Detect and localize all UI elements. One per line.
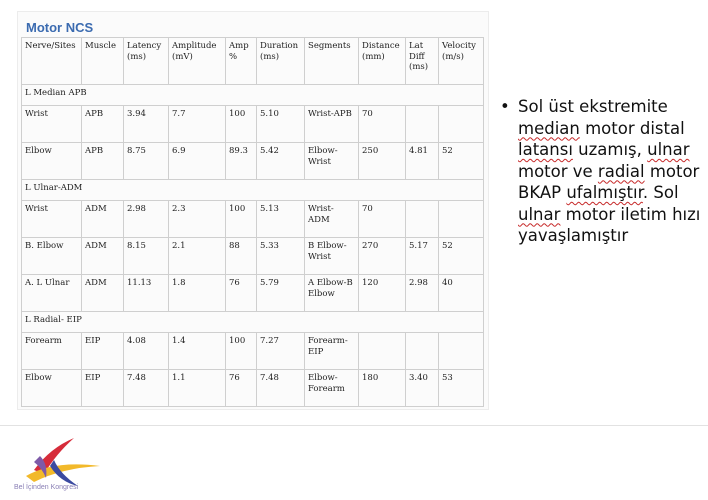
spellcheck-word: radial: [597, 161, 645, 181]
table-cell: 120: [359, 275, 406, 312]
table-row: [22, 143, 484, 180]
table-cell: 5.42: [257, 143, 305, 180]
table-cell: 52: [439, 238, 484, 275]
spellcheck-word: median: [518, 118, 580, 138]
group-row: [22, 180, 484, 201]
table-cell: [226, 180, 257, 201]
table-cell: [406, 106, 439, 143]
table-document-image: [18, 12, 488, 409]
group-label: L Ulnar-ADM: [22, 180, 82, 201]
group-row: [22, 85, 484, 106]
table-cell: [124, 312, 169, 333]
table-cell: 76: [226, 370, 257, 407]
column-header: Velocity (m/s): [439, 38, 484, 85]
table-cell: Wrist: [22, 106, 82, 143]
table-cell: 7.48: [124, 370, 169, 407]
table-cell: [406, 201, 439, 238]
table-cell: 8.75: [124, 143, 169, 180]
table-cell: 4.08: [124, 333, 169, 370]
table-cell: [226, 312, 257, 333]
motor-ncs-table: [21, 37, 484, 407]
table-cell: [82, 180, 124, 201]
text-segment: motor distal: [579, 118, 685, 138]
spellcheck-word: ulnar: [518, 204, 561, 224]
table-cell: 53: [439, 370, 484, 407]
table-cell: 3.40: [406, 370, 439, 407]
table-cell: 250: [359, 143, 406, 180]
table-cell: ADM: [82, 201, 124, 238]
column-header: Amplitude (mV): [169, 38, 226, 85]
text-segment: Sol üst ekstremite: [518, 97, 668, 116]
column-header: Nerve/Sites: [22, 38, 82, 85]
table-cell: 5.79: [257, 275, 305, 312]
table-cell: EIP: [82, 333, 124, 370]
table-cell: 70: [359, 106, 406, 143]
spellcheck-word: latansı: [518, 140, 573, 159]
table-row: [22, 106, 484, 143]
table-cell: [305, 180, 359, 201]
table-cell: 180: [359, 370, 406, 407]
document-title: Motor NCS: [26, 20, 94, 35]
text-segment: motor iletim hızı yavaşlamıştır: [518, 204, 701, 245]
table-cell: [82, 312, 124, 333]
table-cell: [257, 85, 305, 106]
table-cell: 3.94: [124, 106, 169, 143]
table-cell: [439, 201, 484, 238]
findings-text: [518, 96, 705, 247]
text-segment: motor ve: [518, 161, 598, 181]
column-header: Muscle: [82, 38, 124, 85]
table-cell: Wrist-ADM: [305, 201, 359, 238]
group-label: L Radial- EIP: [22, 312, 82, 333]
table-cell: Elbow-Forearm: [305, 370, 359, 407]
column-header: Segments: [305, 38, 359, 85]
table-cell: 6.9: [169, 143, 226, 180]
table-row: [22, 333, 484, 370]
table-cell: [439, 180, 484, 201]
table-cell: 52: [439, 143, 484, 180]
table-cell: 5.10: [257, 106, 305, 143]
table-cell: [439, 333, 484, 370]
table-cell: [359, 333, 406, 370]
table-cell: 1.4: [169, 333, 226, 370]
table-cell: [359, 312, 406, 333]
spellcheck-word: ulnar: [647, 140, 690, 159]
table-cell: Elbow-Wrist: [305, 143, 359, 180]
table-cell: [124, 180, 169, 201]
spellcheck-word: ufalmıştır: [566, 183, 643, 202]
table-cell: [82, 85, 124, 106]
table-cell: 270: [359, 238, 406, 275]
table-cell: 100: [226, 201, 257, 238]
footer-divider: [0, 425, 708, 426]
table-cell: B. Elbow: [22, 238, 82, 275]
findings-bullet: [500, 96, 705, 247]
table-cell: Wrist: [22, 201, 82, 238]
table-cell: ADM: [82, 238, 124, 275]
table-row: [22, 370, 484, 407]
table-cell: APB: [82, 143, 124, 180]
table-cell: [169, 312, 226, 333]
table-row: [22, 201, 484, 238]
table-cell: [406, 312, 439, 333]
table-cell: [305, 85, 359, 106]
table-cell: B Elbow-Wrist: [305, 238, 359, 275]
table-cell: 2.1: [169, 238, 226, 275]
table-cell: APB: [82, 106, 124, 143]
table-cell: [305, 312, 359, 333]
table-cell: Forearm: [22, 333, 82, 370]
group-label: L Median APB: [22, 85, 82, 106]
table-cell: [226, 85, 257, 106]
group-row: [22, 312, 484, 333]
table-cell: EIP: [82, 370, 124, 407]
table-cell: [406, 85, 439, 106]
table-cell: 11.13: [124, 275, 169, 312]
table-cell: 1.1: [169, 370, 226, 407]
table-cell: [406, 333, 439, 370]
column-header: Distance (mm): [359, 38, 406, 85]
text-segment: uzamış,: [572, 140, 648, 159]
table-cell: 7.48: [257, 370, 305, 407]
table-cell: [359, 85, 406, 106]
table-cell: [439, 85, 484, 106]
table-cell: A. L Ulnar: [22, 275, 82, 312]
table-cell: [439, 312, 484, 333]
table-cell: 1.8: [169, 275, 226, 312]
table-cell: 7.7: [169, 106, 226, 143]
table-row: [22, 275, 484, 312]
table-cell: Elbow: [22, 370, 82, 407]
table-cell: 5.13: [257, 201, 305, 238]
table-cell: 88: [226, 238, 257, 275]
table-row: [22, 238, 484, 275]
table-cell: 100: [226, 333, 257, 370]
table-cell: [359, 180, 406, 201]
table-cell: [257, 312, 305, 333]
table-cell: [406, 180, 439, 201]
table-cell: 5.17: [406, 238, 439, 275]
table-cell: 2.98: [406, 275, 439, 312]
table-cell: 100: [226, 106, 257, 143]
table-header-row: [22, 38, 484, 85]
logo-text: Bel İçinden Kongresi: [14, 484, 79, 491]
table-cell: ADM: [82, 275, 124, 312]
table-cell: [169, 85, 226, 106]
table-cell: 5.33: [257, 238, 305, 275]
table-cell: [169, 180, 226, 201]
table-cell: [124, 85, 169, 106]
table-cell: 7.27: [257, 333, 305, 370]
table-cell: [439, 106, 484, 143]
text-segment: . Sol: [642, 183, 679, 202]
column-header: Duration (ms): [257, 38, 305, 85]
column-header: Amp %: [226, 38, 257, 85]
table-cell: 2.3: [169, 201, 226, 238]
table-cell: 8.15: [124, 238, 169, 275]
table-cell: [257, 180, 305, 201]
table-cell: Wrist-APB: [305, 106, 359, 143]
table-cell: A Elbow-B Elbow: [305, 275, 359, 312]
table-cell: Elbow: [22, 143, 82, 180]
column-header: Latency (ms): [124, 38, 169, 85]
column-header: Lat Diff (ms): [406, 38, 439, 85]
text-segment: motor BKAP: [518, 161, 700, 202]
bullet-marker: •: [500, 97, 510, 116]
table-cell: 70: [359, 201, 406, 238]
table-cell: 40: [439, 275, 484, 312]
table-cell: 4.81: [406, 143, 439, 180]
table-cell: 89.3: [226, 143, 257, 180]
table-cell: Forearm-EIP: [305, 333, 359, 370]
table-cell: 76: [226, 275, 257, 312]
table-cell: 2.98: [124, 201, 169, 238]
